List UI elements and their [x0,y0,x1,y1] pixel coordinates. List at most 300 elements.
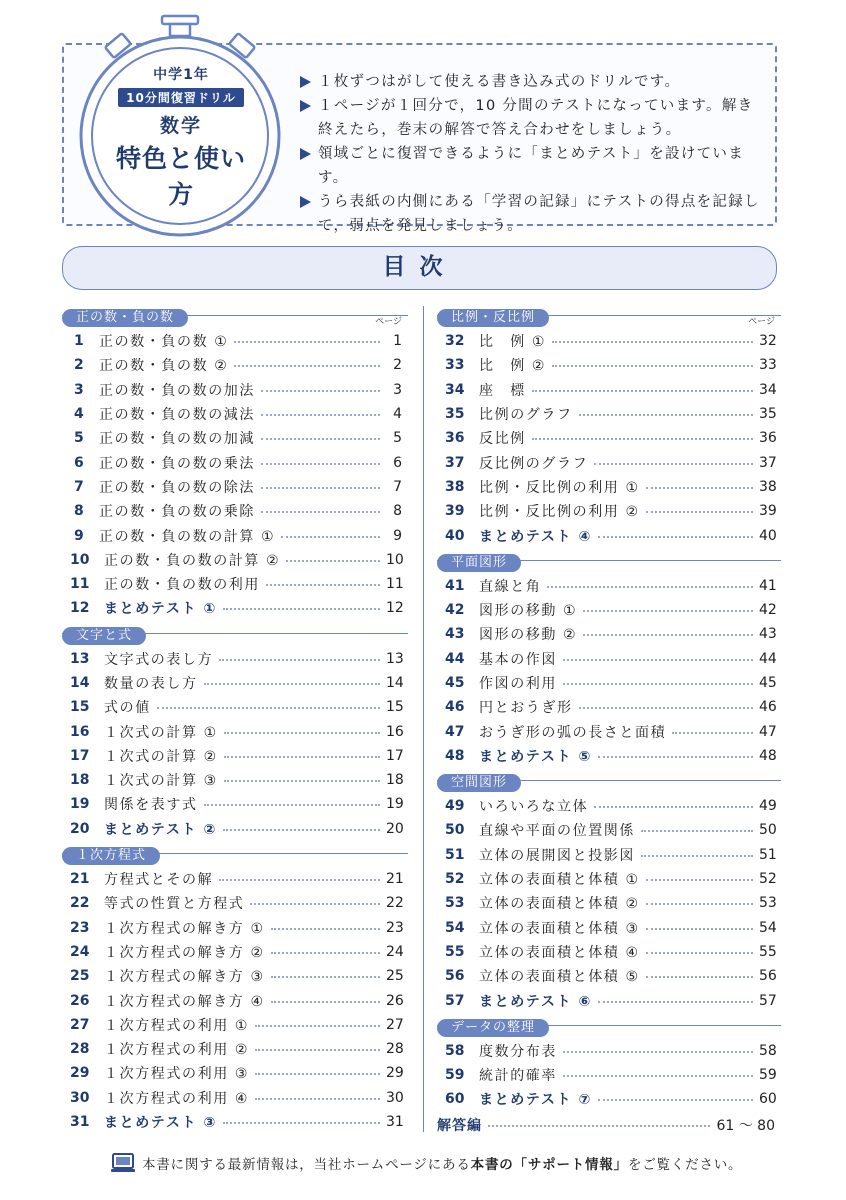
toc-entry-number: 22 [70,895,90,912]
toc-entry-title: まとめテスト ⑤ [479,748,592,765]
leader-dots [646,879,753,881]
toc-entry[interactable] [62,647,408,671]
toc-entry-title: 正の数・負の数の減法 [99,407,255,424]
toc-entry-number: 1 [74,333,84,350]
toc-entry-page: 15 [386,699,404,716]
toc-entry-number: 24 [70,943,90,960]
toc-entry-title: 正の数・負の数の除法 [99,479,255,496]
toc-entry-page: 16 [386,723,404,740]
toc-entry-page: 43 [759,626,777,643]
section-header [437,771,781,789]
usage-title: 特色と使い方 [115,144,246,209]
toc-entry[interactable] [62,916,408,940]
leader-dots [255,1025,380,1027]
leader-dots [641,855,753,857]
toc-entry-number: 26 [70,992,90,1009]
leader-dots [223,829,380,831]
toc-entry-number: 58 [445,1042,465,1059]
toc-entry-page: 28 [386,1041,404,1058]
toc-entry-page: 48 [759,747,777,764]
leader-dots [266,584,380,586]
toc-entry-title: 比例・反比例の利用 ② [479,504,640,521]
toc-entry-number: 21 [70,871,90,888]
toc-entry-number: 48 [445,747,465,764]
toc-entry[interactable] [437,475,781,499]
toc-entry-page: 42 [759,602,777,619]
toc-entry-title: 正の数・負の数の計算 ② [104,552,281,569]
toc-entry-number: 57 [445,992,465,1009]
toc-entry-number: 44 [445,650,465,667]
leader-dots [219,659,380,661]
toc-entry-number: 8 [74,503,84,520]
toc-entry-number: 59 [445,1067,465,1084]
toc-entry-number: 12 [70,600,90,617]
toc-entry-title: まとめテスト ⑦ [479,1092,592,1109]
series-label: 10分間復習ドリル [118,88,244,107]
toc-entry-number: 32 [445,333,465,350]
footer-text-pre: 本書に関する最新情報は，当社ホームページにある [142,1157,471,1173]
toc-entry[interactable] [437,499,781,523]
page-unit-label: ページ [375,317,402,327]
toc-entry[interactable] [62,426,408,450]
toc-entry-page: 37 [759,454,777,471]
toc-entry[interactable] [62,768,408,792]
toc-entry-number: 2 [74,357,84,374]
toc-entry-title: 統計的確率 [479,1068,557,1085]
toc-entry[interactable] [62,475,408,499]
toc-entry-title: まとめテスト ③ [104,1115,217,1132]
toc-entry-number: 56 [445,968,465,985]
toc-entry-page: 12 [386,600,404,617]
answers-label: 解答編 [437,1117,482,1134]
toc-entry-page: 45 [759,675,777,691]
toc-entry-page: 8 [393,503,402,520]
toc-entry-number: 10 [70,551,90,568]
toc-entry[interactable] [437,794,781,818]
toc-entry-number: 36 [445,430,465,447]
leader-dots [594,806,753,808]
triangle-bullet-icon [300,148,311,160]
toc-entry[interactable] [437,450,781,474]
toc-entry-page: 41 [759,577,777,594]
toc-entry-title: まとめテスト ② [104,821,217,838]
leader-dots [261,487,380,489]
toc-entry[interactable] [437,378,781,402]
toc-entry-number: 37 [445,454,465,471]
feature-item: １ページが１回分で，10 分間のテストになっています。解き終えたら，巻末の解答で答え合わせをしましょう。 [300,94,760,142]
toc-entry[interactable] [62,988,408,1012]
toc-entry-page: 46 [759,699,777,716]
toc-entry[interactable] [62,792,408,816]
toc-entry-page: 24 [386,943,404,960]
section-header [62,306,408,327]
leader-dots [271,976,380,978]
toc-entry-page: 25 [386,968,404,985]
section-header [437,306,781,327]
leader-dots [255,1098,380,1100]
toc-entry[interactable] [62,817,408,841]
toc-entry[interactable] [437,402,781,426]
toc-entry[interactable] [437,891,781,915]
toc-entry-page: 30 [386,1089,404,1106]
section-label: 正の数・負の数 [62,309,188,327]
toc-entry-page: 10 [386,551,404,568]
answers-entry[interactable] [437,1113,781,1137]
toc-entry-page: 36 [759,430,777,447]
leader-dots [234,341,380,343]
leader-dots [563,1075,753,1077]
toc-entry[interactable] [437,695,781,719]
toc-entry-number: 47 [445,723,465,740]
toc-entry-number: 11 [70,576,90,593]
toc-entry-number: 4 [74,406,84,423]
toc-entry[interactable] [62,671,408,695]
toc-entry-page: 1 [393,333,402,350]
toc-entry-number: 13 [70,650,90,667]
toc-entry-title: １次方程式の利用 ② [104,1042,250,1059]
leader-dots [224,732,380,734]
toc-entry[interactable] [62,378,408,402]
toc-entry[interactable] [437,1039,781,1063]
toc-entry[interactable] [437,523,781,547]
toc-entry[interactable] [62,1061,408,1085]
toc-entry-title: 文字式の表し方 [104,651,214,668]
toc-entry[interactable] [62,744,408,768]
triangle-bullet-icon [300,196,311,208]
toc-entry[interactable] [437,843,781,867]
toc-entry-number: 50 [445,822,465,839]
leader-dots [261,438,380,440]
toc-entry-page: 14 [386,675,404,691]
toc-entry-number: 51 [445,846,465,863]
toc-entry[interactable] [62,450,408,474]
leader-dots [271,928,380,930]
toc-entry-number: 23 [70,919,90,936]
grade-label: 中学1年 [153,67,209,83]
toc-entry-page: 23 [386,919,404,936]
leader-dots [224,756,380,758]
leader-dots [532,390,753,392]
toc-entry-title: 立体の展開図と投影図 [479,847,635,864]
toc-entry-page: 26 [386,992,404,1009]
leader-dots [598,536,753,538]
feature-item: １枚ずつはがして使える書き込み式のドリルです。 [300,70,760,94]
toc-entry[interactable] [62,695,408,719]
leader-dots [488,1125,710,1127]
toc-entry[interactable] [437,353,781,377]
toc-entry-page: 17 [386,747,404,764]
toc-entry[interactable] [62,499,408,523]
toc-entry-page: 29 [386,1065,404,1082]
leader-dots [255,1073,380,1075]
toc-entry-number: 33 [445,357,465,374]
toc-entry[interactable] [437,671,781,695]
toc-entry-title: 正の数・負の数の乗法 [99,455,255,472]
leader-dots [157,707,380,709]
toc-entry-page: 6 [393,454,402,471]
toc-entry-page: 52 [759,871,777,888]
toc-entry-number: 18 [70,772,90,789]
toc-entry[interactable] [62,353,408,377]
toc-entry-page: 53 [759,895,777,912]
toc-entry-title: 基本の作図 [479,651,557,668]
leader-dots [646,928,753,930]
toc-entry-title: 直線や平面の位置関係 [479,823,635,840]
toc-entry-page: 44 [759,650,777,667]
toc-entry[interactable] [437,647,781,671]
leader-dots [250,903,380,905]
section-label: 空間図形 [437,774,521,792]
toc-entry[interactable] [62,1086,408,1110]
toc-entry-title: 数量の表し方 [104,676,198,692]
leader-dots [286,560,380,562]
toc-entry[interactable] [437,574,781,598]
toc-entry-page: 11 [386,576,404,593]
triangle-bullet-icon [300,100,311,112]
leader-dots [579,414,753,416]
toc-entry-number: 28 [70,1041,90,1058]
toc-entry[interactable] [437,426,781,450]
leader-dots [204,683,380,685]
toc-entry[interactable] [62,940,408,964]
toc-entry-title: 図形の移動 ① [479,603,578,620]
leader-dots [552,365,753,367]
toc-entry[interactable] [437,940,781,964]
toc-entry[interactable] [62,964,408,988]
leader-dots [646,903,753,905]
toc-entry-page: 57 [759,992,777,1009]
leader-dots [223,1122,380,1124]
section-label: データの整理 [437,1019,549,1037]
toc-entry-title: 正の数・負の数の乗除 [99,504,255,521]
toc-entry-title: 度数分布表 [479,1043,557,1060]
feature-list [300,70,760,238]
toc-entry[interactable] [437,329,781,353]
toc-entry-number: 31 [70,1114,90,1131]
toc-entry-number: 42 [445,602,465,619]
leader-dots [204,804,380,806]
section-label: 比例・反比例 [437,309,549,327]
toc-entry[interactable] [62,867,408,891]
toc-entry-title: １次方程式の解き方 ① [104,920,265,937]
leader-dots [234,365,380,367]
toc-entry[interactable] [62,1110,408,1134]
section-header [62,624,408,642]
leader-dots [646,976,753,978]
toc-entry-number: 16 [70,723,90,740]
leader-dots [646,511,753,513]
feature-item: 領域ごとに復習できるように「まとめテスト」を設けています。 [300,142,760,190]
toc-entry-title: １次方程式の解き方 ③ [104,969,265,986]
leader-dots [223,608,380,610]
toc-entry-title: １次方程式の利用 ④ [104,1090,250,1107]
toc-entry-number: 3 [74,381,84,398]
toc-entry[interactable] [437,867,781,891]
toc-entry[interactable] [62,1037,408,1061]
toc-entry-page: 27 [386,1016,404,1033]
toc-entry-number: 40 [445,527,465,544]
toc-entry-title: 比 例 ① [479,334,547,351]
triangle-bullet-icon [300,76,311,88]
toc-entry[interactable] [437,964,781,988]
toc-entry-title: 座 標 [479,382,526,399]
toc-entry[interactable] [62,719,408,743]
toc-entry-title: 式の値 [104,700,151,717]
toc-entry-number: 45 [445,675,465,691]
toc-entry-page: 22 [386,895,404,912]
leader-dots [594,463,753,465]
toc-entry[interactable] [62,402,408,426]
toc-entry[interactable] [62,572,408,596]
subject-label: 数学 [159,115,202,137]
toc-entry-number: 14 [70,675,90,691]
stopwatch-badge [108,64,254,211]
leader-dots [261,463,380,465]
toc-entry-page: 59 [759,1067,777,1084]
toc-entry-page: 31 [386,1114,404,1131]
answers-pages: 61 ～ 80 [716,1117,775,1134]
toc-entry-page: 50 [759,822,777,839]
toc-entry-number: 54 [445,919,465,936]
toc-entry[interactable] [62,523,408,547]
toc-entry[interactable] [62,1013,408,1037]
toc-entry[interactable] [437,818,781,842]
toc-entry-number: 55 [445,943,465,960]
toc-entry-page: 54 [759,919,777,936]
toc-column-right [437,306,781,1137]
toc-entry[interactable] [437,744,781,768]
toc-entry-title: いろいろな立体 [479,799,589,816]
toc-entry-number: 34 [445,381,465,398]
toc-entry-page: 18 [386,772,404,789]
toc-entry-page: 60 [759,1091,777,1108]
toc-entry-page: 3 [393,381,402,398]
toc-entry-page: 7 [393,478,402,495]
toc-entry-number: 35 [445,406,465,423]
toc-entry[interactable] [437,622,781,646]
toc-entry-title: 立体の表面積と体積 ③ [479,920,640,937]
leader-dots [219,879,380,881]
leader-dots [583,634,753,636]
toc-entry-title: 反比例 [479,431,526,448]
leader-dots [532,438,753,440]
toc-entry-number: 25 [70,968,90,985]
toc-entry-title: １次式の計算 ② [104,748,218,765]
toc-entry[interactable] [437,598,781,622]
toc-entry-title: １次方程式の解き方 ② [104,944,265,961]
toc-entry-title: 方程式とその解 [104,872,214,889]
toc-entry-title: 立体の表面積と体積 ④ [479,944,640,961]
toc-entry-number: 17 [70,747,90,764]
toc-entry-title: まとめテスト ① [104,601,217,618]
toc-entry-page: 49 [759,798,777,815]
toc-entry-page: 2 [393,357,402,374]
toc-entry-number: 30 [70,1089,90,1106]
leader-dots [563,683,753,685]
leader-dots [547,586,753,588]
toc-entry-title: 図形の移動 ② [479,627,578,644]
toc-entry-number: 15 [70,699,90,716]
leader-dots [261,511,380,513]
computer-icon [110,1152,136,1174]
toc-entry-page: 4 [393,406,402,423]
toc-entry[interactable] [62,329,408,353]
toc-entry[interactable] [437,1087,781,1111]
toc-entry-title: 等式の性質と方程式 [104,896,245,913]
toc-entry[interactable] [437,1063,781,1087]
toc-entry-page: 35 [759,406,777,423]
toc-entry-title: 正の数・負の数 ① [99,334,229,351]
leader-dots [271,952,380,954]
section-header [437,551,781,569]
toc-entry-title: まとめテスト ④ [479,528,592,545]
toc-entry-page: 34 [759,381,777,398]
leader-dots [261,390,380,392]
leader-dots [261,414,380,416]
toc-entry-title: 直線と角 [479,578,542,595]
toc-entry-title: おうぎ形の弧の長さと面積 [479,724,667,741]
toc-entry[interactable] [437,988,781,1012]
leader-dots [271,1001,380,1003]
toc-entry-title: １次方程式の利用 ③ [104,1066,250,1083]
toc-entry-title: 作図の利用 [479,676,557,692]
toc-entry-page: 47 [759,723,777,740]
section-label: 文字と式 [62,627,146,645]
toc-entry-title: 立体の表面積と体積 ② [479,896,640,913]
toc-entry-title: 比 例 ② [479,358,547,375]
leader-dots [672,732,753,734]
toc-entry-title: 円とおうぎ形 [479,700,573,717]
leader-dots [598,1001,753,1003]
toc-entry-title: 正の数・負の数の計算 ① [99,528,276,545]
toc-entry-title: １次方程式の解き方 ④ [104,993,265,1010]
footer-text-post: をご覧ください。 [627,1157,743,1173]
leader-dots [579,707,753,709]
toc-entry-number: 6 [74,454,84,471]
toc-entry-page: 9 [393,527,402,544]
section-label: 平面図形 [437,554,521,572]
toc-entry[interactable] [62,548,408,572]
section-header [437,1016,781,1034]
leader-dots [646,952,753,954]
toc-entry-page: 5 [393,430,402,447]
toc-entry-page: 58 [759,1042,777,1059]
toc-entry-page: 20 [386,820,404,837]
toc-entry-number: 7 [74,478,84,495]
toc-entry-page: 13 [386,650,404,667]
toc-entry[interactable] [437,719,781,743]
section-header [62,844,408,862]
leader-dots [646,487,753,489]
toc-entry[interactable] [437,916,781,940]
toc-entry-title: 関係を表す式 [104,797,198,814]
toc-entry-page: 55 [759,943,777,960]
column-divider [423,306,424,1132]
leader-dots [598,756,753,758]
toc-entry-title: まとめテスト ⑥ [479,993,592,1010]
support-info-link[interactable]: 本書の「サポート情報」 [470,1157,628,1173]
leader-dots [224,780,380,782]
toc-entry[interactable] [62,891,408,915]
toc-entry-number: 46 [445,699,465,716]
toc-entry-title: １次式の計算 ③ [104,773,218,790]
toc-entry-title: 反比例のグラフ [479,455,589,472]
toc-entry-title: 立体の表面積と体積 ⑤ [479,969,640,986]
toc-entry-page: 19 [386,796,404,813]
toc-entry[interactable] [62,596,408,620]
toc-entry-number: 53 [445,895,465,912]
leader-dots [598,1099,753,1101]
